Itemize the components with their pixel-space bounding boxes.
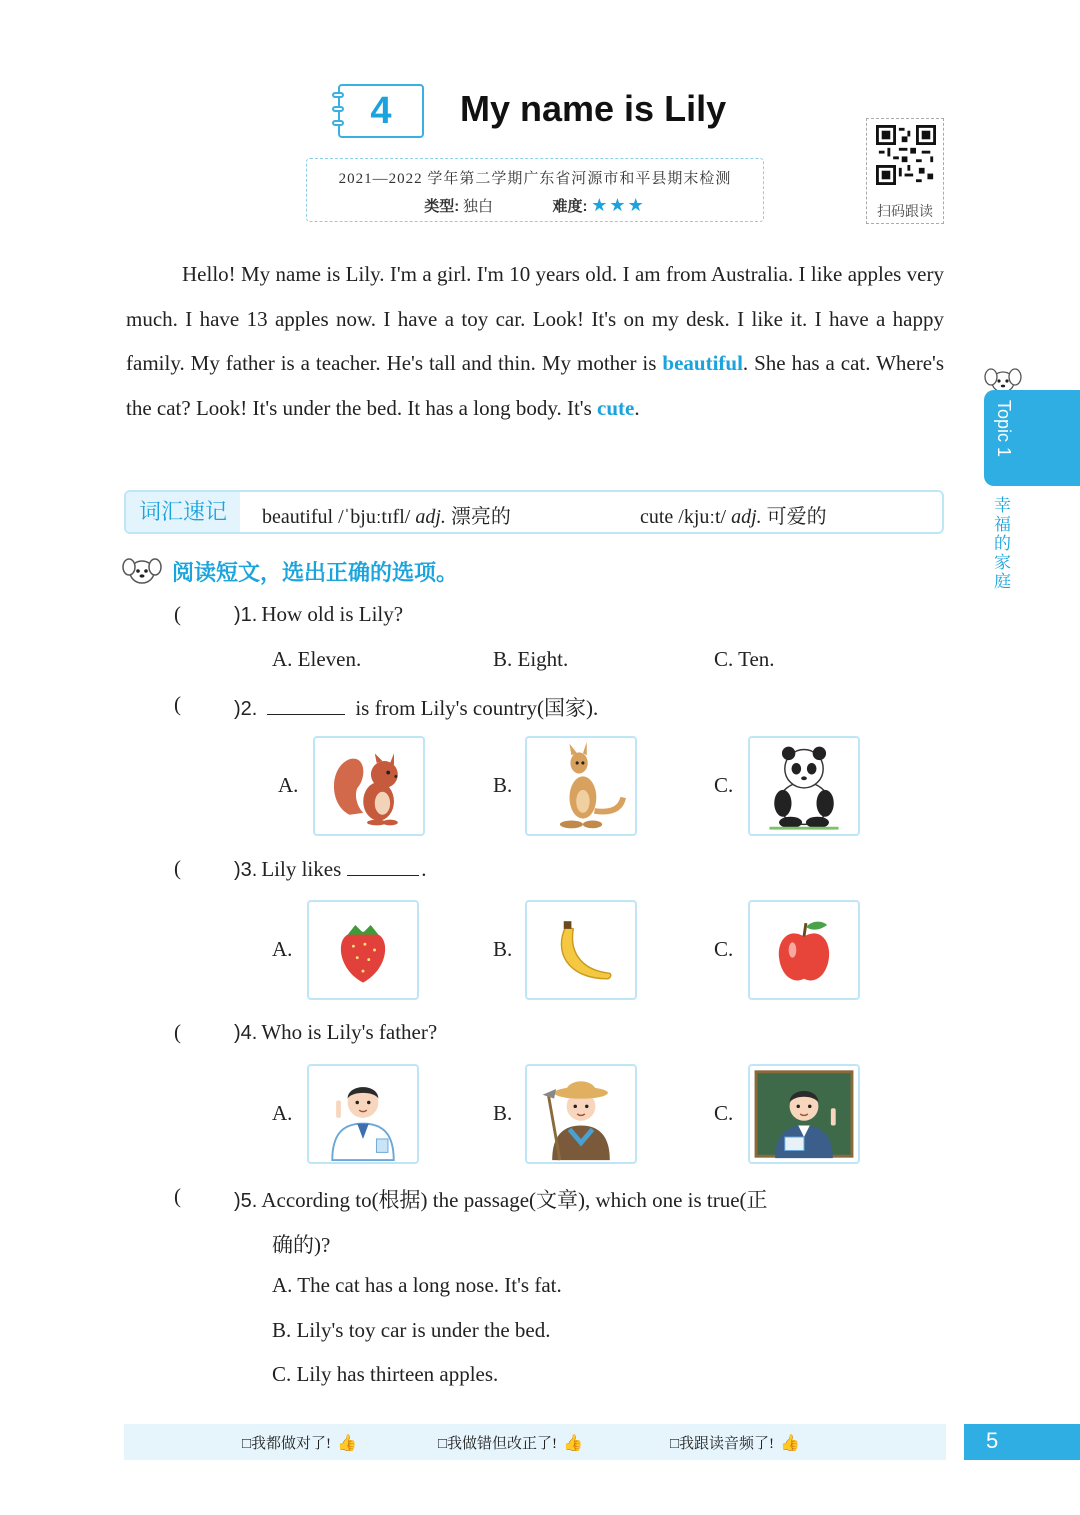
squirrel-icon: [315, 738, 423, 834]
question-text: Lily likes: [261, 857, 342, 881]
vocab-meaning: 可爱的: [766, 506, 827, 528]
check-all-correct[interactable]: [242, 1432, 357, 1453]
question-number: )5.: [234, 1190, 258, 1212]
question-number: )2.: [234, 698, 258, 720]
thumbs-up-icon: 👍: [563, 1435, 583, 1452]
option-a-label[interactable]: A.: [272, 937, 293, 961]
kangaroo-picture[interactable]: [525, 736, 637, 836]
type-value: 独白: [463, 199, 494, 215]
answer-blank[interactable]: [347, 856, 419, 876]
option-b-label[interactable]: B.: [493, 773, 513, 797]
question-5: [234, 1184, 946, 1214]
answer-paren[interactable]: (: [174, 602, 181, 626]
apple-picture[interactable]: [748, 900, 860, 1000]
doctor-icon: [309, 1066, 417, 1162]
exam-info-box: [306, 158, 764, 222]
option-c[interactable]: C. Ten.: [714, 647, 775, 671]
qr-caption: 扫码跟读: [877, 205, 933, 220]
self-check-bar: [124, 1424, 946, 1460]
option-a[interactable]: A. Eleven.: [272, 647, 362, 671]
check-label: □我跟读音频了!: [670, 1436, 775, 1452]
question-1: [234, 602, 403, 627]
option-b[interactable]: B. Eight.: [493, 647, 569, 671]
answer-paren[interactable]: (: [174, 692, 181, 716]
question-text-continued: 确的)?: [272, 1233, 331, 1257]
vocab-item-cute: [640, 500, 827, 529]
lesson-number: 4: [370, 90, 392, 132]
thumbs-up-icon: 👍: [780, 1435, 800, 1452]
panda-picture[interactable]: [748, 736, 860, 836]
question-text: According to(根据) the passage(文章), which one is true(正: [261, 1188, 768, 1212]
passage-text-3: .: [634, 395, 640, 420]
vocab-pos: adj.: [731, 506, 762, 528]
mascot-dog-icon: [122, 554, 162, 586]
farmer-icon: [527, 1066, 635, 1162]
apple-icon: [750, 902, 858, 998]
type-label: 类型:: [424, 198, 460, 215]
question-2: [234, 692, 598, 722]
vocab-meaning: 漂亮的: [450, 506, 511, 528]
option-a-label[interactable]: A.: [272, 1101, 293, 1125]
type-difficulty-line: [307, 195, 763, 216]
lesson-title: My name is Lily: [460, 88, 727, 129]
question-end: .: [421, 857, 427, 881]
highlight-word-beautiful: beautiful: [662, 351, 743, 376]
topic-tab[interactable]: [984, 390, 1080, 486]
thumbs-up-icon: 👍: [337, 1435, 357, 1452]
option-c[interactable]: C. Lily has thirteen apples.: [272, 1362, 499, 1386]
question-number: )3.: [234, 859, 258, 881]
strawberry-picture[interactable]: [307, 900, 419, 1000]
topic-label: Topic 1: [994, 400, 1014, 458]
instruction-text: 阅读短文，选出正确的选项。: [172, 560, 459, 585]
question-text: is from Lily's country(国家).: [355, 696, 599, 720]
vocab-word: beautiful /ˈbjuːtɪfl/: [262, 506, 411, 528]
kangaroo-icon: [527, 738, 635, 834]
option-c-label[interactable]: C.: [714, 773, 734, 797]
answer-paren[interactable]: (: [174, 1184, 181, 1208]
check-corrected[interactable]: [438, 1432, 583, 1453]
doctor-picture[interactable]: [307, 1064, 419, 1164]
question-text: How old is Lily?: [261, 602, 404, 626]
answer-blank[interactable]: [267, 695, 345, 715]
question-number: )4.: [234, 1022, 258, 1044]
question-3: [234, 856, 427, 882]
option-b[interactable]: B. Lily's toy car is under the bed.: [272, 1318, 551, 1342]
vocabulary-bar: [124, 490, 944, 534]
vocab-pos: adj.: [415, 506, 446, 528]
banana-icon: [527, 902, 635, 998]
option-c-label[interactable]: C.: [714, 1101, 734, 1125]
answer-paren[interactable]: (: [174, 1020, 181, 1044]
page-number-box: [964, 1424, 1080, 1460]
check-label: □我做错但改正了!: [438, 1436, 558, 1452]
question-text: Who is Lily's father?: [261, 1020, 438, 1044]
passage-text-2: . She has a cat. Where's the cat? Look! It's under the bed. It has a long body. It's: [126, 351, 944, 420]
option-a-label[interactable]: A.: [278, 773, 299, 797]
option-c-label[interactable]: C.: [714, 937, 734, 961]
check-label: □我都做对了!: [242, 1436, 332, 1452]
reading-passage: [126, 252, 944, 430]
vocab-word: cute /kjuːt/: [640, 506, 727, 528]
check-read-along[interactable]: [670, 1432, 800, 1453]
exam-source: 2021—2022 学年第二学期广东省河源市和平县期末检测: [338, 171, 732, 187]
answer-paren[interactable]: (: [174, 856, 181, 880]
option-b-label[interactable]: B.: [493, 937, 513, 961]
passage-paragraph: [126, 252, 944, 430]
panda-icon: [750, 738, 858, 834]
question-4: [234, 1020, 437, 1045]
passage-text-1: Hello! My name is Lily. I'm a girl. I'm 10 years old. I am from Australia. I like apples very much. I have 13 apples now. I have a toy car. Look! It's on my desk. I like it. I have a happy family. My father is a teacher. He's tall and thin. My mother is: [126, 262, 944, 376]
qr-code-icon[interactable]: [876, 125, 936, 185]
page-number: 5: [986, 1428, 999, 1453]
difficulty-stars-icon: ★★★: [591, 195, 646, 215]
farmer-picture[interactable]: [525, 1064, 637, 1164]
banana-picture[interactable]: [525, 900, 637, 1000]
teacher-icon: [750, 1066, 858, 1162]
qr-code-panel[interactable]: [866, 118, 944, 224]
difficulty-label: 难度:: [552, 198, 588, 215]
strawberry-icon: [309, 902, 417, 998]
topic-theme: 幸福的家庭: [991, 496, 1010, 591]
lesson-number-badge: [338, 84, 424, 138]
teacher-picture[interactable]: [748, 1064, 860, 1164]
vocab-item-beautiful: [262, 500, 511, 529]
option-a[interactable]: A. The cat has a long nose. It's fat.: [272, 1273, 562, 1297]
option-b-label[interactable]: B.: [493, 1101, 513, 1125]
vocab-tag: 词汇速记: [126, 492, 240, 532]
highlight-word-cute: cute: [597, 395, 635, 420]
squirrel-picture[interactable]: [313, 736, 425, 836]
question-number: )1.: [234, 604, 258, 626]
